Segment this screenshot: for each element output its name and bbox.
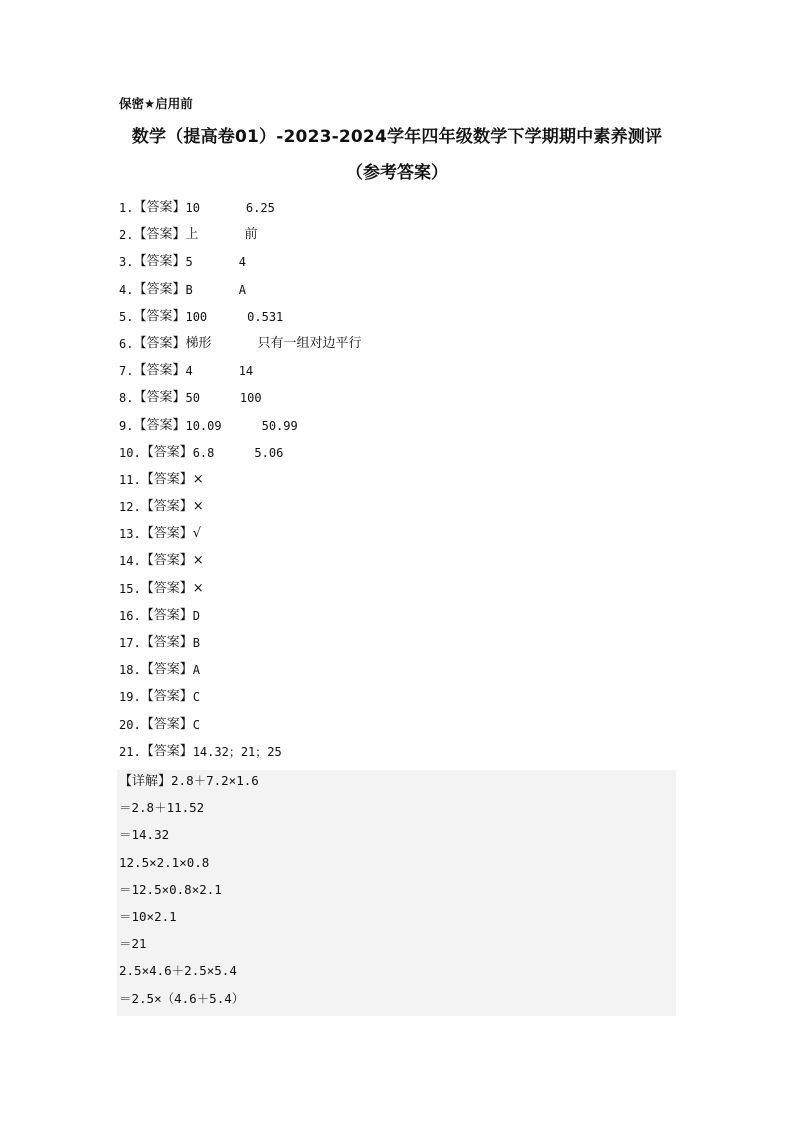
answer-row-8 xyxy=(119,387,679,414)
answer-number: 13. xyxy=(119,527,141,542)
answer-number: 12. xyxy=(119,500,141,515)
answer-value-1: √ xyxy=(192,526,201,542)
detail-line: ＝14.32 xyxy=(119,827,170,843)
answer-value-1: B xyxy=(192,636,200,650)
answer-label: 【答案】 xyxy=(133,417,186,433)
answer-value-1: C xyxy=(192,717,200,732)
answer-row-20 xyxy=(119,714,679,741)
answer-label: 【答案】 xyxy=(133,227,186,243)
answer-number: 8. xyxy=(119,391,134,406)
answer-row-18 xyxy=(119,659,679,686)
answer-row-6 xyxy=(119,333,679,360)
answer-value-2: 50.99 xyxy=(261,418,298,433)
answer-label: 【答案】 xyxy=(133,335,186,351)
detail-box xyxy=(117,770,676,1016)
detail-line: ＝2.5×（4.6＋5.4） xyxy=(119,990,245,1006)
detail-line: 2.5×4.6＋2.5×5.4 xyxy=(119,963,237,979)
answer-number: 7. xyxy=(119,364,134,379)
answer-value-2: 4 xyxy=(238,255,246,270)
answer-value-2: 14 xyxy=(238,364,254,379)
answer-number: 14. xyxy=(119,554,141,569)
answer-row-9 xyxy=(119,415,679,442)
detail-line: ＝21 xyxy=(119,936,147,952)
answer-label: 【答案】 xyxy=(133,200,186,215)
answer-row-14 xyxy=(119,550,679,577)
answer-row-17 xyxy=(119,632,679,659)
answer-number: 20. xyxy=(119,717,141,732)
answer-label: 【答案】 xyxy=(133,308,186,324)
answer-value-1: × xyxy=(192,499,204,515)
detail-expression: 2.8＋7.2×1.6 xyxy=(171,773,259,788)
answer-label: 【答案】 xyxy=(140,743,193,759)
detail-line: ＝2.8＋11.52 xyxy=(119,800,205,816)
answer-value-1: B xyxy=(185,282,193,297)
answer-number: 6. xyxy=(119,336,134,351)
answer-value-1: × xyxy=(192,580,204,596)
answer-number: 2. xyxy=(119,228,134,243)
answer-value-1: × xyxy=(192,553,204,569)
answer-row-3 xyxy=(119,251,679,278)
answer-label: 【答案】 xyxy=(140,662,193,678)
answer-number: 17. xyxy=(119,636,141,650)
answer-label: 【答案】 xyxy=(133,390,186,406)
answer-number: 18. xyxy=(119,663,141,678)
detail-line xyxy=(117,770,676,797)
answer-value-1: 上 xyxy=(185,227,199,243)
answer-number: 10. xyxy=(119,445,141,460)
answer-label: 【答案】 xyxy=(133,281,186,297)
answer-value-1: 10.09 xyxy=(185,418,222,433)
answer-number: 16. xyxy=(119,608,141,623)
answer-number: 1. xyxy=(119,201,134,215)
answer-row-4 xyxy=(119,279,679,306)
answer-value-1: D xyxy=(192,608,200,623)
answer-number: 3. xyxy=(119,255,134,270)
answer-label: 【答案】 xyxy=(140,607,193,623)
answer-label: 【答案】 xyxy=(140,635,193,650)
answer-value-2: 5.06 xyxy=(254,445,284,460)
answer-value-1: 梯形 xyxy=(185,335,212,351)
answer-label: 【答案】 xyxy=(140,499,193,515)
answer-row-7 xyxy=(119,360,679,387)
detail-label: 【详解】 xyxy=(119,774,172,789)
answer-list xyxy=(119,197,679,768)
answer-value-1: × xyxy=(192,471,204,487)
answer-label: 【答案】 xyxy=(140,580,193,596)
answer-row-15 xyxy=(119,578,679,605)
confidential-mark: 保密★启用前 xyxy=(119,96,193,111)
detail-line: 12.5×2.1×0.8 xyxy=(119,854,210,870)
answer-row-16 xyxy=(119,605,679,632)
answer-value-1: A xyxy=(192,663,200,678)
answer-value-2: 100 xyxy=(239,391,262,406)
document-title: 数学（提高卷01）-2023-2024学年四年级数学下学期期中素养测评 xyxy=(131,127,663,147)
answer-label: 【答案】 xyxy=(140,444,193,460)
answer-row-2 xyxy=(119,224,679,251)
answer-value-2: 6.25 xyxy=(245,201,275,215)
answer-label: 【答案】 xyxy=(140,526,193,542)
answer-value-1: C xyxy=(192,690,200,705)
answer-value-1: 5 xyxy=(185,255,193,270)
answer-value-2: 0.531 xyxy=(247,309,284,324)
answer-value-1: 4 xyxy=(185,364,193,379)
answer-label: 【答案】 xyxy=(140,689,193,705)
answer-label: 【答案】 xyxy=(133,254,186,270)
answer-row-12 xyxy=(119,496,679,523)
answer-label: 【答案】 xyxy=(140,716,193,732)
detail-line: ＝10×2.1 xyxy=(119,908,177,924)
answer-row-11 xyxy=(119,469,679,496)
answer-number: 19. xyxy=(119,690,141,705)
answer-row-13 xyxy=(119,523,679,550)
answer-label: 【答案】 xyxy=(140,553,193,569)
answer-row-5 xyxy=(119,306,679,333)
answer-value-1: 50 xyxy=(185,391,200,406)
answer-value-1: 10 xyxy=(185,201,200,215)
detail-line: ＝12.5×0.8×2.1 xyxy=(119,881,222,897)
answer-label: 【答案】 xyxy=(140,471,193,487)
answer-number: 11. xyxy=(119,472,141,487)
answer-number: 9. xyxy=(119,418,134,433)
answer-number: 4. xyxy=(119,282,134,297)
answer-value-1: 6.8 xyxy=(192,445,215,460)
answer-number: 15. xyxy=(119,581,141,596)
answer-value-2: 前 xyxy=(244,227,258,243)
answer-value-1: 14.32；21；25 xyxy=(192,744,282,759)
answer-row-10 xyxy=(119,442,679,469)
answer-number: 5. xyxy=(119,309,134,324)
answer-row-19 xyxy=(119,686,679,713)
answer-value-2: A xyxy=(238,282,246,297)
answer-row-21 xyxy=(119,741,679,768)
answer-value-1: 100 xyxy=(185,309,208,324)
answer-number: 21. xyxy=(119,744,141,759)
document-subtitle: （参考答案） xyxy=(346,163,448,183)
answer-label: 【答案】 xyxy=(133,363,186,379)
answer-value-2: 只有一组对边平行 xyxy=(257,335,362,351)
answer-row-1 xyxy=(119,197,679,224)
